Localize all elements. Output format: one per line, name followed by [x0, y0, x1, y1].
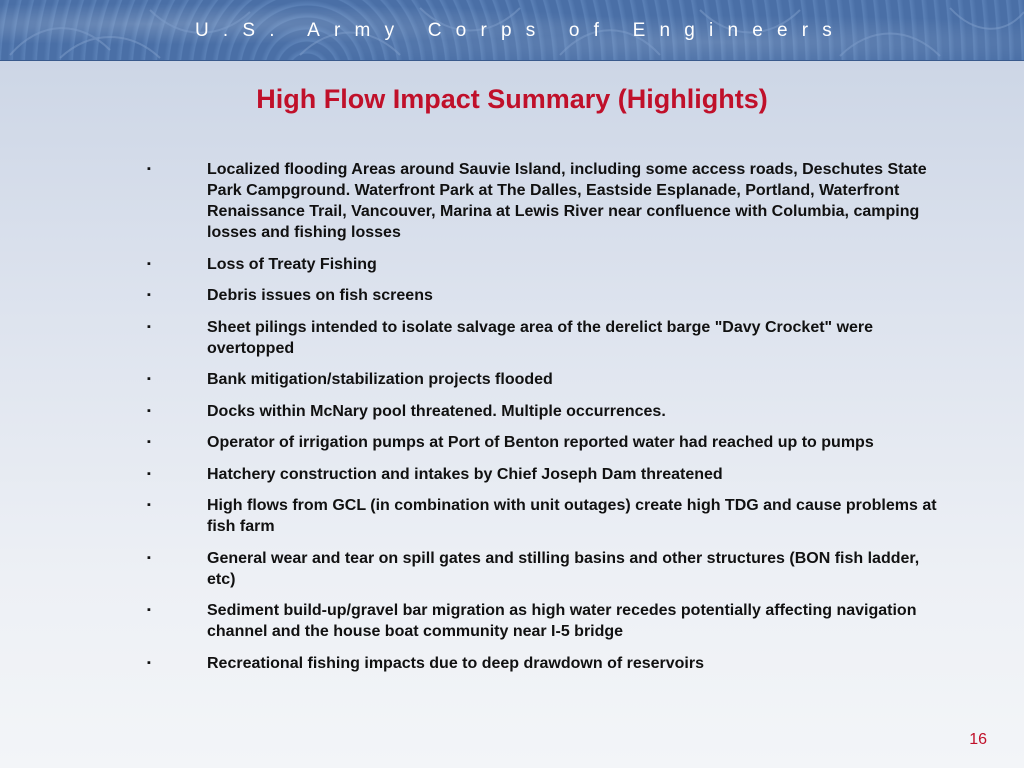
bullet-item — [146, 495, 946, 537]
bullet-marker-icon: ▪ — [147, 404, 151, 417]
bullet-text: Sediment build-up/gravel bar migration as high water recedes potentially affecting navigation channel and the house boat community near I-5 bridge — [207, 602, 917, 640]
bullet-item — [146, 285, 946, 306]
bullet-marker-icon: ▪ — [147, 656, 151, 669]
bullet-text: Hatchery construction and intakes by Chief Joseph Dam threatened — [207, 465, 723, 483]
bullet-marker-icon: ▪ — [147, 467, 151, 480]
bullet-text: General wear and tear on spill gates and stilling basins and other structures (BON fish ladder, etc) — [207, 549, 920, 588]
bullet-marker-icon: ▪ — [147, 320, 151, 333]
bullet-list — [146, 159, 946, 684]
bullet-item — [146, 464, 946, 485]
bullet-text: Loss of Treaty Fishing — [207, 255, 377, 273]
header-banner — [0, 0, 1024, 61]
bullet-item — [146, 401, 946, 422]
bullet-marker-icon: ▪ — [147, 257, 151, 270]
bullet-marker-icon: ▪ — [147, 604, 151, 616]
bullet-text: Sheet pilings intended to isolate salvage area of the derelict barge "Davy Crocket" were overtopped — [207, 318, 874, 357]
bullet-text: Operator of irrigation pumps at Port of Benton reported water had reached up to pumps — [207, 434, 874, 451]
bullet-text: Debris issues on fish screens — [207, 287, 433, 304]
bullet-text: Bank mitigation/stabilization projects flooded — [207, 371, 553, 388]
bullet-text: Docks within McNary pool threatened. Multiple occurrences. — [207, 402, 666, 420]
bullet-marker-icon: ▪ — [147, 163, 151, 175]
bullet-item — [146, 369, 946, 390]
bullet-marker-icon: ▪ — [147, 436, 151, 448]
bullet-text: High flows from GCL (in combination with unit outages) create high TDG and cause problems at fish farm — [207, 497, 937, 535]
organization-name: U.S. Army Corps of Engineers — [194, 20, 846, 41]
bullet-item — [146, 653, 946, 674]
bullet-item — [146, 548, 946, 590]
page-number: 16 — [969, 731, 987, 748]
bullet-text: Recreational fishing impacts due to deep drawdown of reservoirs — [207, 654, 704, 672]
bullet-marker-icon: ▪ — [147, 289, 151, 301]
bullet-item — [146, 159, 946, 243]
bullet-item — [146, 600, 946, 642]
bullet-item — [146, 254, 946, 275]
bullet-text: Localized flooding Areas around Sauvie Island, including some access roads, Deschutes State Park Campground. Waterfront Park at The Dalles, Eastside Esplanade, Portland, Waterfront Renaissance Trail, Vancouver, Marina at Lewis River near confluence with Columbia, camping losses and fishing losses — [207, 161, 927, 241]
bullet-marker-icon: ▪ — [147, 373, 151, 385]
bullet-marker-icon: ▪ — [147, 551, 151, 564]
bullet-item — [146, 317, 946, 359]
bullet-marker-icon: ▪ — [147, 499, 151, 511]
slide-title: High Flow Impact Summary (Highlights) — [256, 84, 768, 114]
bullet-item — [146, 432, 946, 453]
